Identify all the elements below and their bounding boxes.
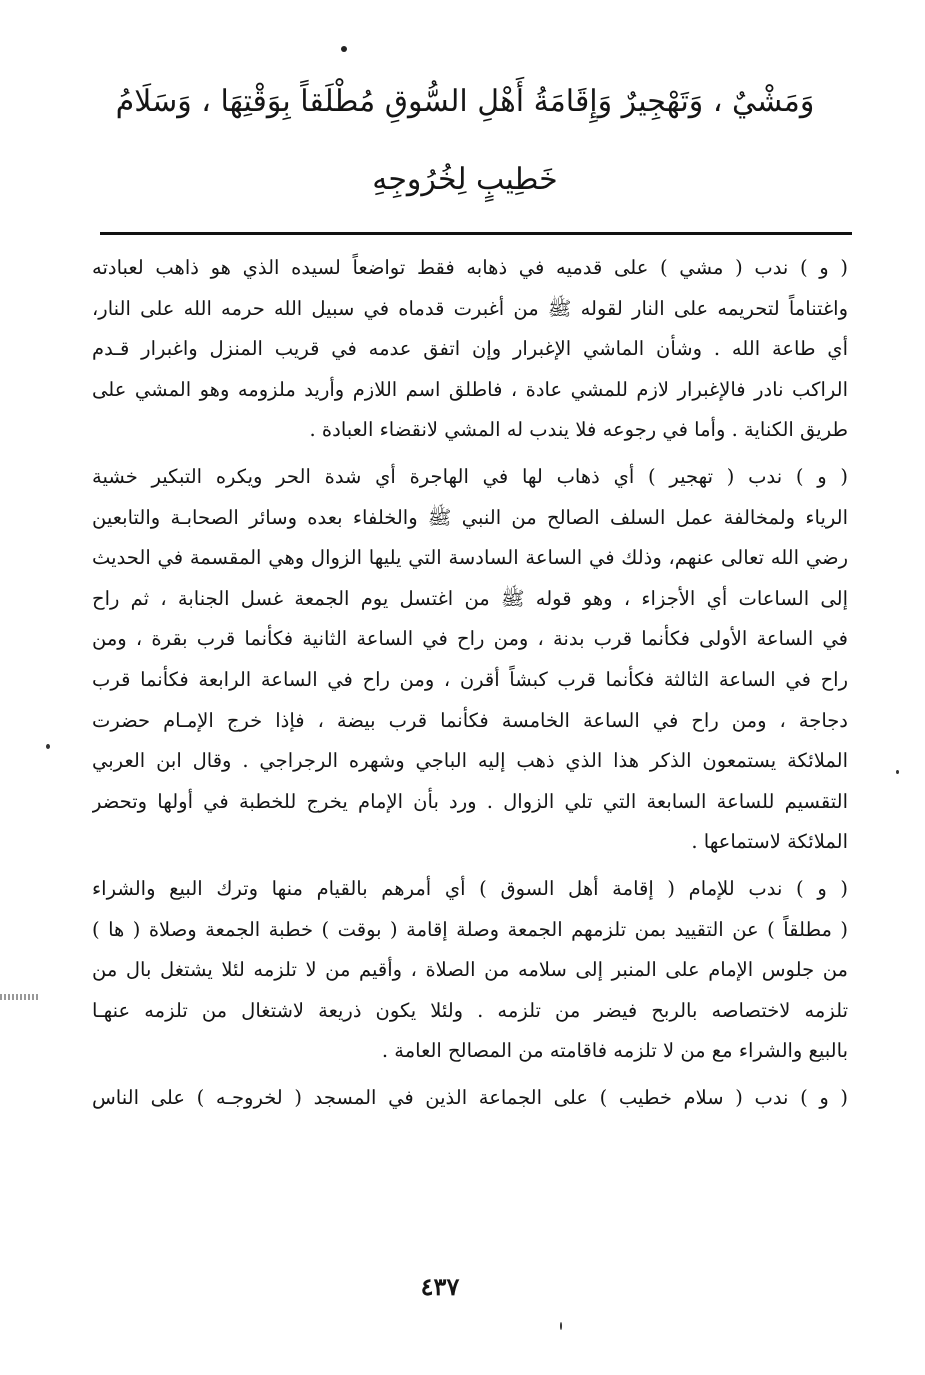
text-line: ( و ) ندب ( تهجير ) أي ذهاب لها في الهاجرة أي شدة الحر ويكره التبكير خشية <box>92 464 848 488</box>
text-line: أي طاعة الله . وشأن الماشي الإغبرار وإن اتفق عدمه في قريب المنزل واغبرار قـدم <box>92 337 848 361</box>
paragraph-tahjir <box>92 457 848 863</box>
text-line: بالبيع والشراء مع من لا تلزمه فاقامته من المصالح العامة . <box>381 1039 848 1063</box>
text-line: دجاجة ، ومن راح في الساعة الخامسة فكأنما قرب بيضة ، فإذا خرج الإمـام حضرت <box>92 708 848 732</box>
text-line: ( مطلقاً ) عن التقييد بمن تلزمهم الجمعة وصلة إقامة ( بوقت ) خطبة الجمعة وصلاة ( ها ) <box>92 917 848 941</box>
scan-speck <box>896 770 899 774</box>
paragraph-khatib <box>92 1078 848 1119</box>
text-line: الراكب نادر فالإغبرار لازم للمشي عادة ، فاطلق اسم اللازم وأريد ملزومه وهو المشي على <box>92 377 848 401</box>
top-mark <box>341 46 347 52</box>
text-line: طريق الكناية . وأما في رجوعه فلا يندب له المشي لانقضاء العبادة . <box>309 418 848 442</box>
text-line: إلى الساعات أي الأجزاء ، وهو قوله ﷺ من اغتسل يوم الجمعة غسل الجنابة ، ثم راح <box>92 586 848 610</box>
heading-divider <box>100 232 852 235</box>
scan-speck <box>560 1322 562 1330</box>
scan-artifact <box>0 994 40 1000</box>
text-line: تلزمه لاختصاصه بالربح فيضر من تلزمه . ولئلا يكون ذريعة لاشتغال من تلزمه عنهـا <box>92 998 848 1022</box>
paragraph-market <box>92 869 848 1072</box>
text-line: ( و ) ندب ( سلام خطيب ) على الجماعة الذين في المسجد ( لخروجـه ) على الناس <box>92 1085 848 1109</box>
page-number: ٤٣٧ <box>420 1272 460 1301</box>
scan-speck <box>46 744 50 749</box>
text-line: واغتناماً لتحريمه على النار لقوله ﷺ من أغبرت قدماه في سبيل الله حرمه الله على النار، <box>92 296 848 320</box>
text-line: الملائكة يستمعون الذكر هذا الذي ذهب إليه الباجي وشهره الرجراجي . وقال ابن العربي <box>92 749 848 773</box>
body-text <box>92 248 848 1124</box>
text-line: ( و ) ندب ( مشي ) على قدميه في ذهابه فقط تواضعاً لسيده الذي هو ذاهب لعبادته <box>92 256 848 279</box>
text-line: راح في الساعة الثالثة فكأنما قرب كبشاً أقرن ، ومن راح في الساعة الرابعة فكأنما قرب <box>92 667 848 691</box>
section-heading-line-2: خَطِيبٍ لِخُرُوجِهِ <box>372 162 558 197</box>
paragraph-walking <box>92 248 848 451</box>
text-line: رضي الله تعالى عنهم، وذلك في الساعة السادسة التي يليها الزوال وهي المقسمة في الحديث <box>92 546 848 570</box>
text-line: الرياء ولمخالفة عمل السلف الصالح من النبي ﷺ والخلفاء بعده وسائر الصحابـة والتابعين <box>92 505 848 529</box>
text-line: ( و ) ندب للإمام ( إقامة أهل السوق ) أي أمرهم بالقيام منها وترك البيع والشراء <box>92 876 848 900</box>
text-line: في الساعة الأولى فكأنما قرب بدنة ، ومن راح في الساعة الثانية فكأنما قرب بقرة ، ومن <box>92 627 848 651</box>
text-line: من جلوس الإمام على المنبر إلى سلامه من الصلاة ، وأقيم من لا تلزمه لئلا يشتغل بال من <box>92 958 848 982</box>
text-line: التقسيم للساعة السابعة التي تلي الزوال . ورد بأن الإمام يخرج للخطبة في أولها وتحضر <box>92 789 848 813</box>
section-heading-line-1: وَمَشْيٌ ، وَتَهْجِيرٌ وَإِقَامَةُ أَهْلِ السُّوقِ مُطْلَقاً بِوَقْتِهَا ، وَسَلَامُ <box>115 84 815 119</box>
text-line: الملائكة لاستماعها . <box>691 830 848 854</box>
